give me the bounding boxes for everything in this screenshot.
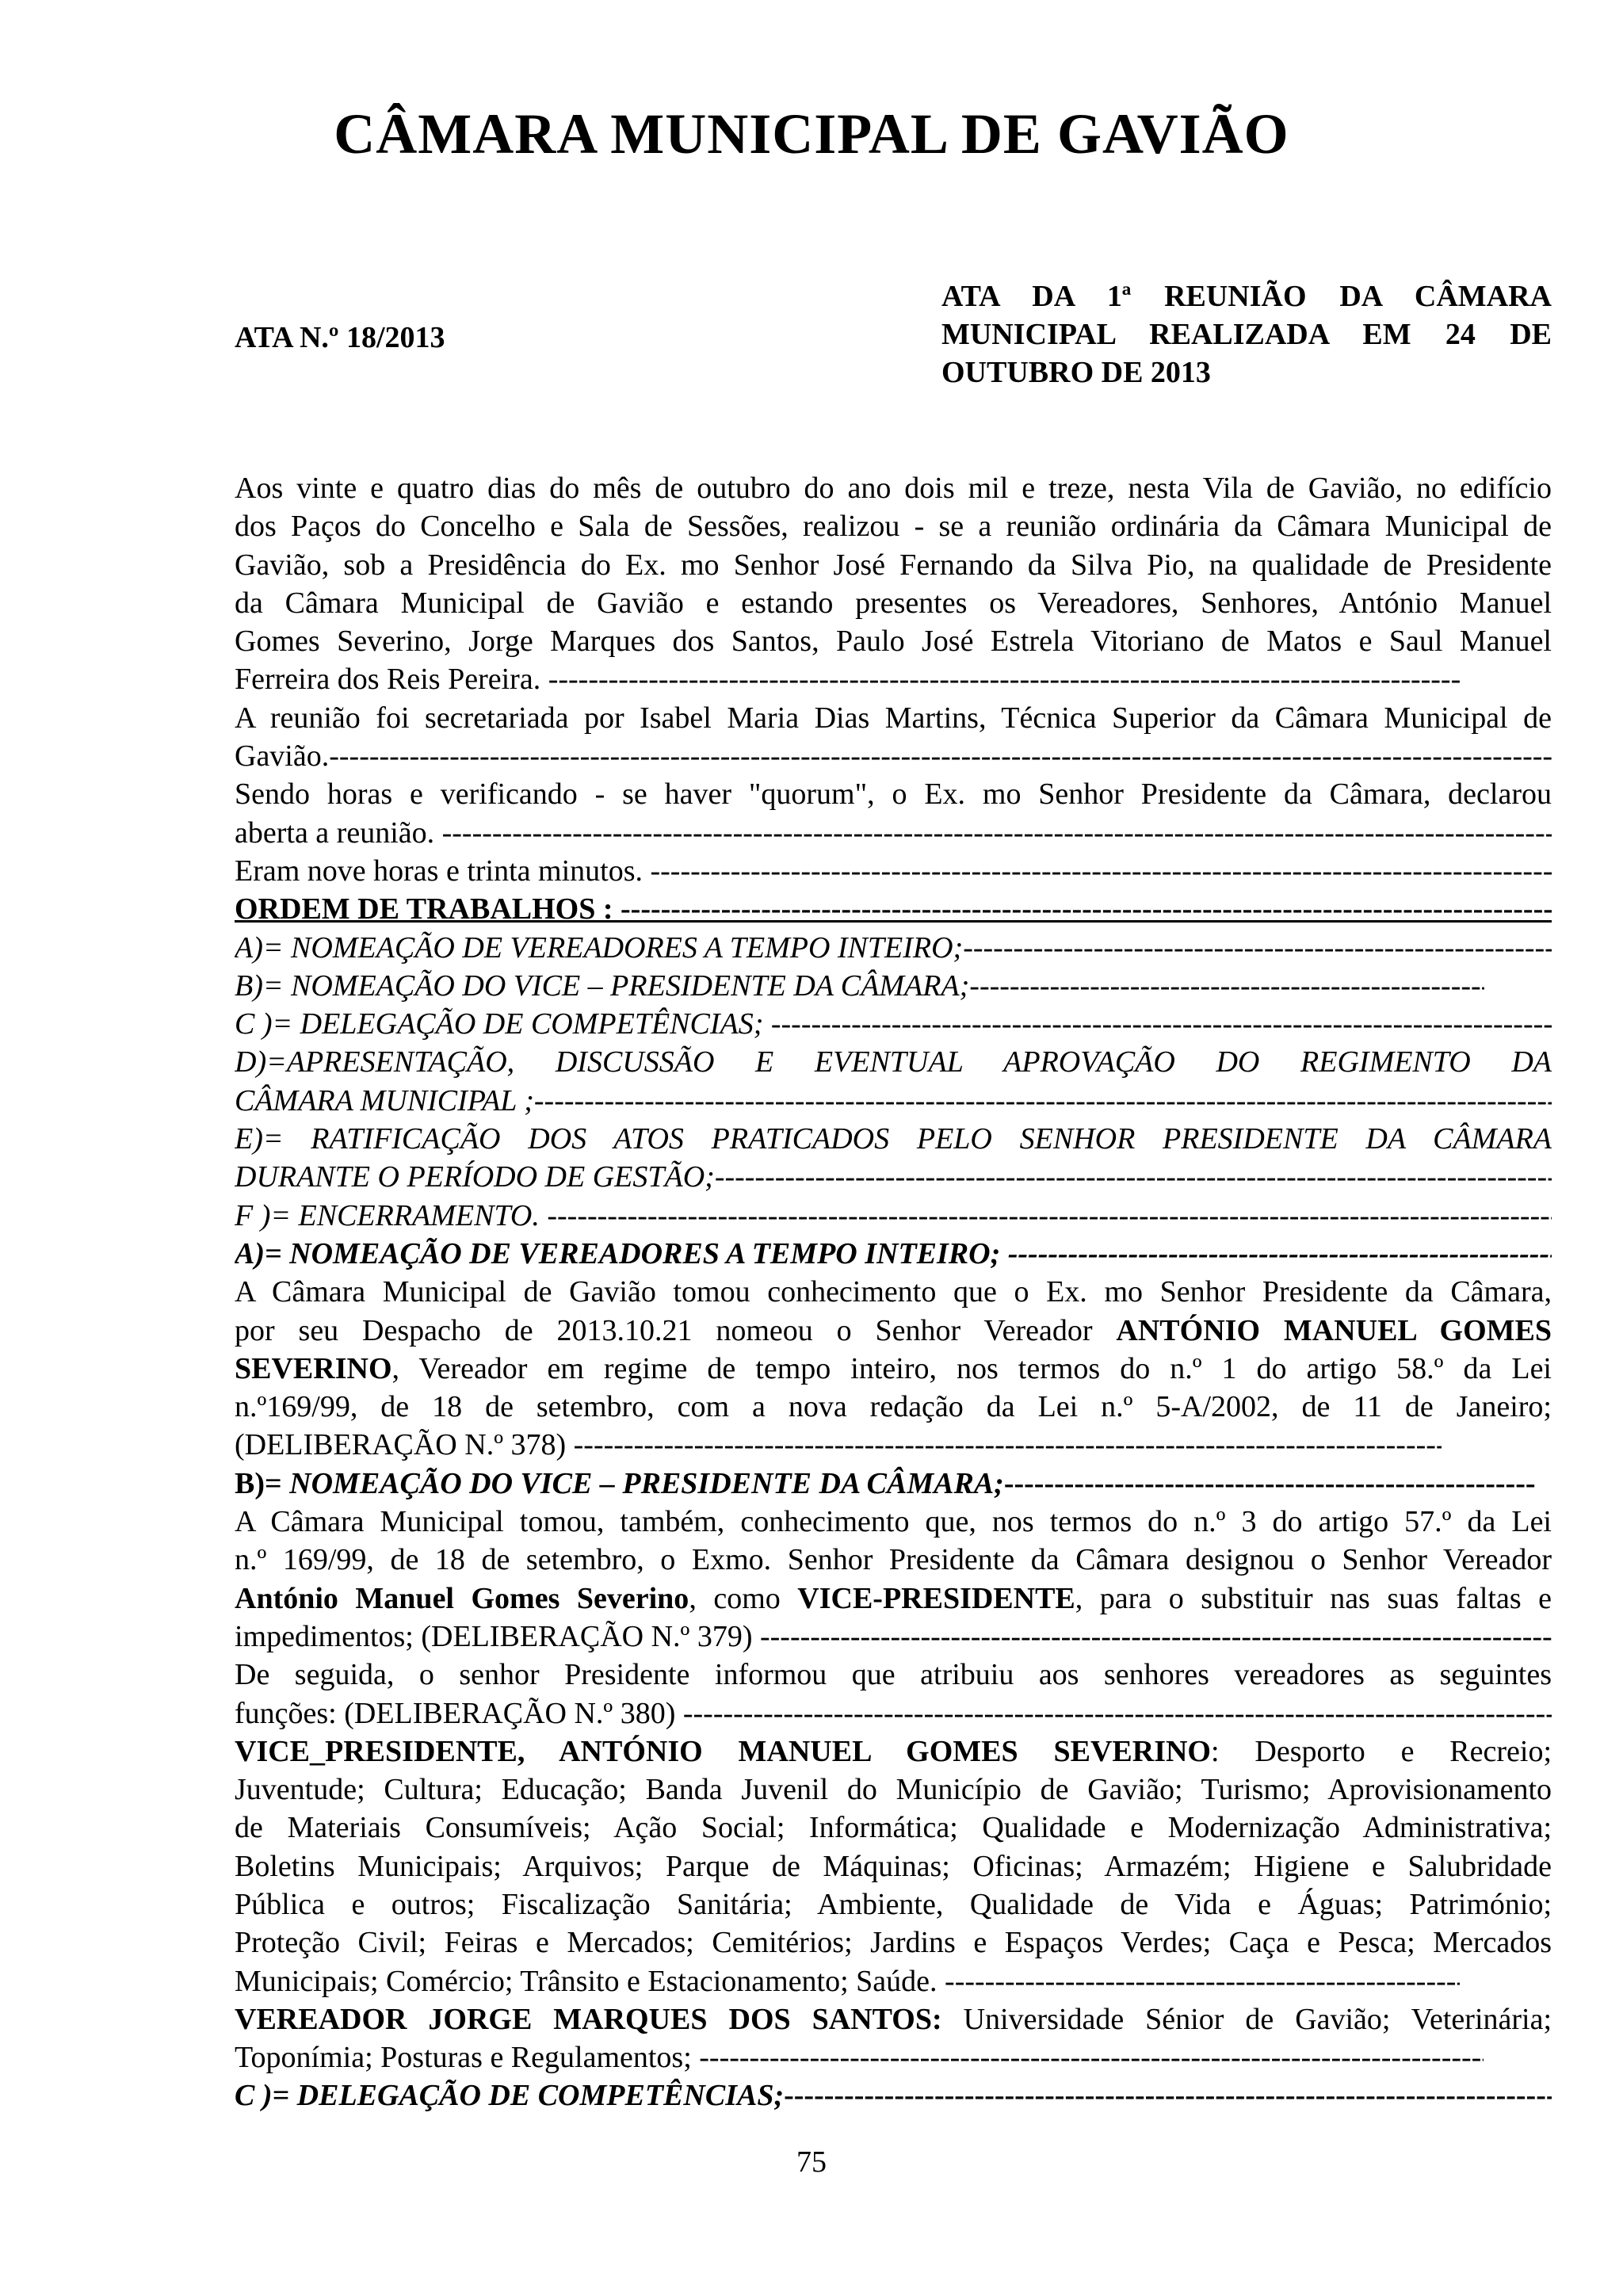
text-segment: ANTÓNIO MANUEL GOMES <box>1116 1313 1552 1347</box>
text-segment: B)= NOMEAÇÃO DO VICE – PRESIDENTE DA CÂMARA; <box>235 968 970 1003</box>
dash-filler <box>548 660 1460 698</box>
dash-filler <box>1004 1465 1535 1503</box>
text-line: De seguida, o senhor Presidente informou que atribuiu aos senhores vereadores as seguintes <box>235 1658 1552 1692</box>
text-line <box>235 1580 1552 1618</box>
ordem-title <box>235 890 1552 928</box>
text-segment: aberta a reunião. <box>235 816 442 850</box>
text-segment: A)= NOMEAÇÃO DE VEREADORES A TEMPO INTEIRO; <box>235 1236 1008 1270</box>
text-segment: António Manuel Gomes Severino <box>235 1581 689 1615</box>
text-line <box>235 1694 1552 1733</box>
text-line <box>235 2000 1552 2038</box>
text-line <box>235 1426 1552 1464</box>
ata-heading-line: ATA DA 1ª REUNIÃO DA CÂMARA <box>941 280 1552 313</box>
dash-filler <box>621 890 1552 928</box>
text-segment: A)= NOMEAÇÃO DE VEREADORES A TEMPO INTEIRO; <box>235 930 964 965</box>
agenda-item-e: E)= RATIFICAÇÃO DOS ATOS PRATICADOS PELO SENHOR PRESIDENTE DA CÂMARA <box>235 1122 1552 1156</box>
dash-filler <box>699 2038 1484 2076</box>
ata-heading-line: OUTUBRO DE 2013 <box>941 356 1211 389</box>
dash-filler <box>760 1618 1552 1656</box>
text-segment: CÂMARA MUNICIPAL ; <box>235 1083 534 1117</box>
page-title: CÂMARA MUNICIPAL DE GAVIÃO <box>334 102 1289 166</box>
text-segment: Toponímia; Posturas e Regulamentos; <box>235 2041 700 2075</box>
text-segment: ORDEM DE TRABALHOS : <box>235 892 621 926</box>
text-segment: Gavião. <box>235 739 330 774</box>
dash-filler <box>715 1158 1552 1196</box>
agenda-item-c <box>235 1005 1552 1043</box>
text-segment: C )= DELEGAÇÃO DE COMPETÊNCIAS; <box>235 1007 771 1041</box>
text-line <box>235 1962 1552 2000</box>
text-line: Sendo horas e verificando - se haver "quorum", o Ex. mo Senhor Presidente da Câmara, declarou <box>235 777 1552 812</box>
text-line: Boletins Municipais; Arquivos; Parque de Máquinas; Oficinas; Armazém; Higiene e Salubridade <box>235 1849 1552 1883</box>
text-segment: NOMEAÇÃO DO VICE – PRESIDENTE DA CÂMARA; <box>289 1466 1004 1500</box>
text-segment: VICE-PRESIDENTE <box>797 1581 1075 1615</box>
text-line: A Câmara Municipal de Gavião tomou conhecimento que o Ex. mo Senhor Presidente da Câmara, <box>235 1275 1552 1309</box>
dash-filler <box>945 1962 1460 2000</box>
text-segment: Eram nove horas e trinta minutos. <box>235 854 651 888</box>
section-c-title <box>235 2076 1552 2115</box>
dash-filler <box>442 814 1552 852</box>
dash-filler <box>784 2076 1552 2115</box>
text-line: A reunião foi secretariada por Isabel Maria Dias Martins, Técnica Superior da Câmara Municipal de <box>235 701 1552 735</box>
text-line: n.º169/99, de 18 de setembro, com a nova redação da Lei n.º 5-A/2002, de 11 de Janeiro; <box>235 1390 1552 1424</box>
agenda-item-d-cont <box>235 1082 1552 1120</box>
text-line: A Câmara Municipal tomou, também, conhecimento que, nos termos do n.º 3 do artigo 57.º da Lei <box>235 1505 1552 1539</box>
text-line <box>235 660 1552 698</box>
text-line: Aos vinte e quatro dias do mês de outubro do ano dois mil e treze, nesta Vila de Gavião, no edifício <box>235 472 1552 505</box>
text-segment: funções: (DELIBERAÇÃO N.º 380) <box>235 1696 683 1730</box>
dash-filler <box>1008 1235 1552 1273</box>
text-line: Gavião, sob a Presidência do Ex. mo Senhor José Fernando da Silva Pio, na qualidade de Presidente <box>235 548 1552 582</box>
text-segment: (DELIBERAÇÃO N.º 378) <box>235 1428 574 1462</box>
dash-filler <box>547 1197 1552 1235</box>
text-segment: F )= ENCERRAMENTO. <box>235 1198 548 1232</box>
text-line <box>235 1618 1552 1656</box>
text-line <box>235 2038 1552 2076</box>
text-segment: VEREADOR JORGE MARQUES DOS SANTOS: <box>235 2002 942 2036</box>
text-segment: C )= DELEGAÇÃO DE COMPETÊNCIAS; <box>235 2079 785 2113</box>
text-segment: , como <box>689 1581 798 1615</box>
text-line <box>235 737 1552 775</box>
agenda-item-d: D)=APRESENTAÇÃO, DISCUSSÃO E EVENTUAL APROVAÇÃO DO REGIMENTO DA <box>235 1045 1552 1079</box>
agenda-item-a <box>235 929 1552 967</box>
text-segment: por seu Despacho de 2013.10.21 nomeou o Senhor Vereador <box>235 1313 1117 1347</box>
text-line <box>235 1350 1552 1388</box>
text-line <box>235 814 1552 852</box>
ata-number: ATA N.º 18/2013 <box>235 321 445 354</box>
text-line: Gomes Severino, Jorge Marques dos Santos, Paulo José Estrela Vitoriano de Matos e Saul Manuel <box>235 625 1552 659</box>
text-line: n.º 169/99, de 18 de setembro, o Exmo. Senhor Presidente da Câmara designou o Senhor Vereador <box>235 1543 1552 1577</box>
agenda-item-f <box>235 1197 1552 1235</box>
text-line: dos Paços do Concelho e Sala de Sessões, realizou - se a reunião ordinária da Câmara Municipal de <box>235 510 1552 544</box>
text-line: Proteção Civil; Feiras e Mercados; Cemitérios; Jardins e Espaços Verdes; Caça e Pesca; Mercados <box>235 1926 1552 1960</box>
ata-heading-line: MUNICIPAL REALIZADA EM 24 DE <box>941 318 1552 351</box>
text-line <box>235 1733 1552 1771</box>
text-segment: DURANTE O PERÍODO DE GESTÃO; <box>235 1160 715 1194</box>
agenda-item-b <box>235 967 1552 1005</box>
dash-filler <box>651 852 1552 890</box>
dash-filler <box>574 1426 1442 1464</box>
text-line: de Materiais Consumíveis; Ação Social; Informática; Qualidade e Modernização Administrativa; <box>235 1811 1552 1845</box>
text-line: da Câmara Municipal de Gavião e estando presentes os Vereadores, Senhores, António Manuel <box>235 586 1552 620</box>
dash-filler <box>683 1694 1552 1733</box>
dash-filler <box>534 1082 1552 1120</box>
minutes-body <box>235 469 1552 2115</box>
text-segment: VICE_PRESIDENTE, ANTÓNIO MANUEL GOMES SEVERINO <box>235 1734 1211 1768</box>
agenda-item-e-cont <box>235 1158 1552 1196</box>
text-line: Juventude; Cultura; Educação; Banda Juvenil do Município de Gavião; Turismo; Aprovisionamento <box>235 1773 1552 1807</box>
text-segment: , Vereador em regime de tempo inteiro, nos termos do n.º 1 do artigo 58.º da Lei <box>391 1351 1552 1385</box>
text-segment: : Desporto e Recreio; <box>1211 1734 1552 1768</box>
text-line <box>235 852 1552 890</box>
text-segment: SEVERINO <box>235 1351 392 1385</box>
section-b-title <box>235 1465 1552 1503</box>
ata-heading <box>941 277 1552 392</box>
dash-filler <box>771 1005 1552 1043</box>
page-number: 75 <box>796 2145 827 2179</box>
text-segment: B)= <box>235 1466 290 1500</box>
dash-filler <box>969 967 1484 1005</box>
text-segment: impedimentos; (DELIBERAÇÃO N.º 379) <box>235 1619 760 1653</box>
dash-filler <box>963 929 1552 967</box>
text-line <box>235 1312 1552 1350</box>
text-segment: Ferreira dos Reis Pereira. <box>235 663 548 697</box>
text-line: Pública e outros; Fiscalização Sanitária; Ambiente, Qualidade de Vida e Águas; Património; <box>235 1887 1552 1921</box>
dash-filler <box>329 737 1552 775</box>
section-a-title <box>235 1235 1552 1273</box>
text-segment: , para o substituir nas suas faltas e <box>1075 1581 1552 1615</box>
text-segment: Universidade Sénior de Gavião; Veterinária; <box>941 2002 1552 2036</box>
text-segment: Municipais; Comércio; Trânsito e Estacionamento; Saúde. <box>235 1964 945 1998</box>
